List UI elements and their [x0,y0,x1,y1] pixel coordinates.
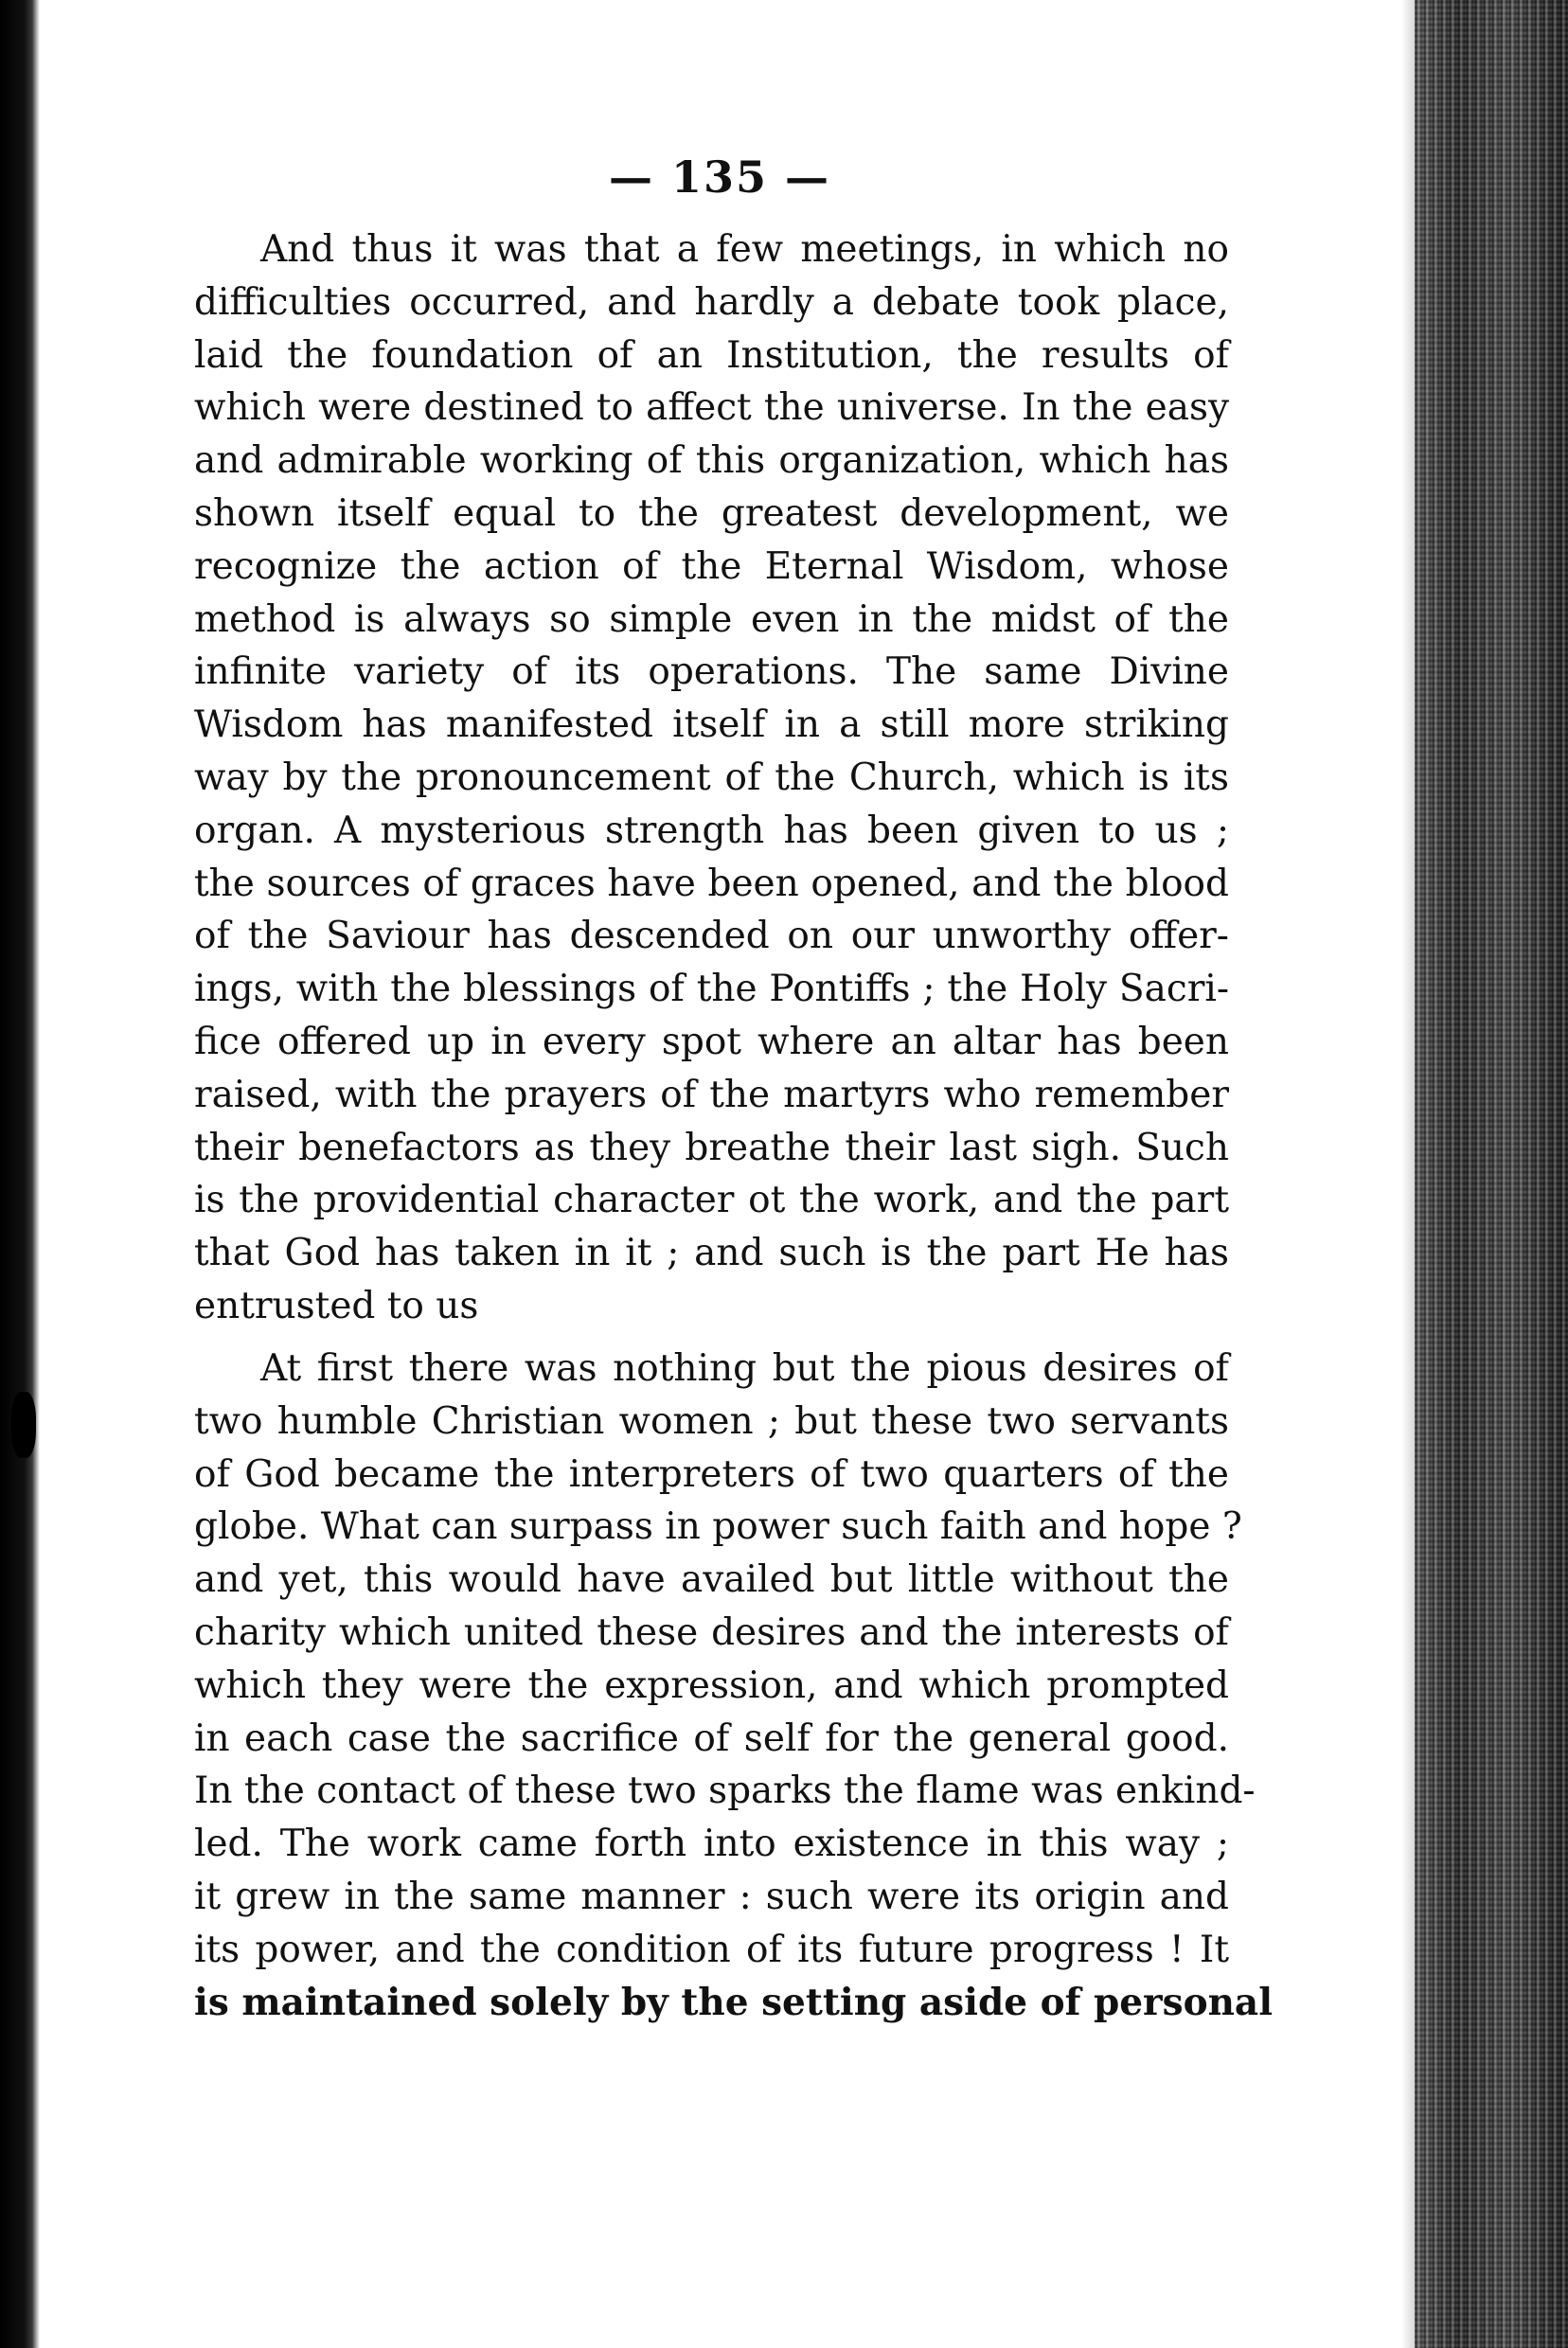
text-line: globe. What can surpass in power such faith and hope ? [194,1505,1242,1549]
text-line: charity which united these desires and the interests of [194,1610,1229,1654]
text-line: method is always so simple even in the midst of the [194,597,1229,641]
text-line: infinite variety of its operations. The same Divine [194,650,1229,694]
text-line: In the contact of these two sparks the flame was enkind- [194,1770,1256,1813]
text-line: difficulties occurred, and hardly a debate took place, [194,280,1229,324]
text-line: fice offered up in every spot where an altar has been [194,1020,1229,1063]
text-line: of God became the interpreters of two quarters of the [194,1452,1229,1496]
text-line: it grew in the same manner : such were its origin and [194,1875,1229,1918]
text-line: of the Saviour has descended on our unworthy offer- [194,915,1229,958]
paragraph-1 [194,223,1229,1333]
text-line: the sources of graces have been opened, and the blood [194,862,1229,905]
text-line: is maintained solely by the setting aside of personal [194,1980,1274,2024]
text-line: two humble Christian women ; but these two servants [194,1399,1229,1443]
text-line: and yet, this would have availed but little without the [194,1558,1229,1602]
text-line: raised, with the prayers of the martyrs who remember [194,1073,1229,1116]
left-binding-edge [0,0,40,2348]
paragraph-2 [194,1343,1274,2029]
text-line: led. The work came forth into existence in this way ; [194,1823,1229,1866]
text-line: which they were the expression, and which prompted [194,1663,1229,1707]
text-line: and admirable working of this organization, which has [194,439,1229,483]
binding-mark [11,1392,36,1458]
text-line: way by the pronouncement of the Church, which is its [194,756,1229,799]
text-line: ings, with the blessings of the Pontiffs ; the Holy Sacri- [194,968,1229,1011]
text-line: in each case the sacrifice of self for the general good. [194,1717,1229,1760]
text-line: its power, and the condition of its future progress ! It [194,1928,1229,1971]
text-line: is the providential character ot the work, and the part [194,1179,1229,1222]
text-line: recognize the action of the Eternal Wisdom, whose [194,544,1229,588]
page-edge-shadow [1401,0,1415,2348]
text-line: that God has taken in it ; and such is the part He has [194,1232,1229,1275]
text-line: their benefactors as they breathe their last sigh. Such [194,1126,1229,1169]
text-line: which were destined to affect the universe. In the easy [194,386,1229,430]
text-line: Wisdom has manifested itself in a still more striking [194,703,1229,747]
right-page-edge [1415,0,1568,2348]
text-line: shown itself equal to the greatest development, we [194,491,1229,535]
text-line: entrusted to us [194,1284,479,1327]
text-line: And thus it was that a few meetings, in which no [260,228,1229,271]
page-number: — 135 — [608,151,831,203]
text-line: laid the foundation of an Institution, the results of [194,333,1229,377]
text-line: organ. A mysterious strength has been given to us ; [194,809,1229,852]
text-line: At first there was nothing but the pious desires of [260,1347,1229,1390]
